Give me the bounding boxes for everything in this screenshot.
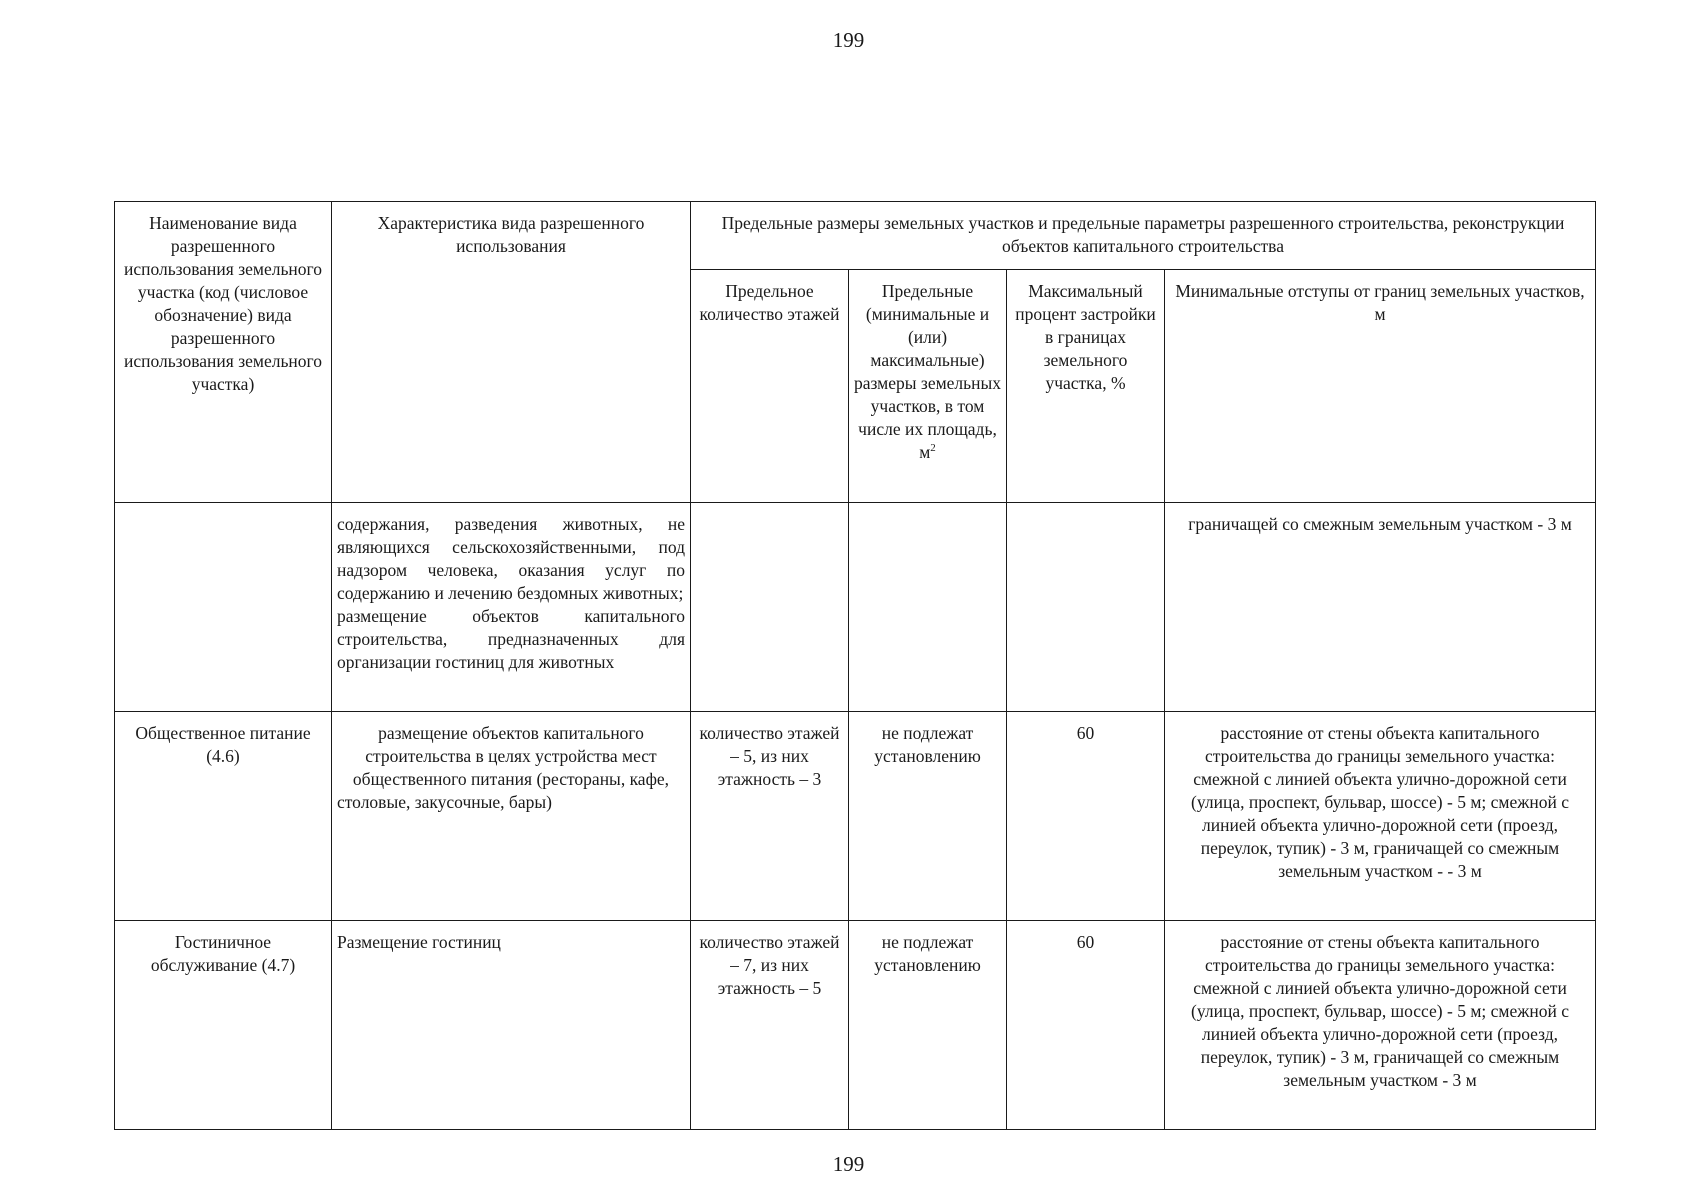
cell-floors: количество этажей – 5, из них этажность – 3 xyxy=(691,712,849,921)
cell-use-name xyxy=(115,503,332,712)
table-row xyxy=(115,503,1596,712)
page-number-top: 199 xyxy=(832,28,865,52)
header-setbacks: Минимальные отступы от границ земельных участков, м xyxy=(1165,270,1596,503)
cell-floors: количество этажей – 7, из них этажность – 5 xyxy=(691,921,849,1130)
header-plot-sizes-sup: 2 xyxy=(930,442,936,455)
header-use-characteristic: Характеристика вида разрешенного использования xyxy=(332,202,691,503)
table-row xyxy=(115,921,1596,1130)
cell-characteristic-paragraph: содержания, разведения животных, не являющихся сельскохозяйственными, под надзором человека, оказания услуг по содержанию и лечению бездомных животных; xyxy=(337,514,685,603)
header-build-percent: Максимальный процент застройки в границах земельного участка, % xyxy=(1007,270,1165,503)
header-plot-sizes xyxy=(849,270,1007,503)
cell-plot-sizes: не подлежат установлению xyxy=(849,712,1007,921)
cell-setbacks: граничащей со смежным земельным участком - 3 м xyxy=(1165,503,1596,712)
cell-characteristic: Размещение гостиниц xyxy=(332,921,691,1130)
cell-build-percent: 60 xyxy=(1007,712,1165,921)
cell-build-percent xyxy=(1007,503,1165,712)
table-row xyxy=(115,712,1596,921)
page-number-bottom: 199 xyxy=(832,1152,865,1176)
cell-setbacks: расстояние от стены объекта капитального строительства до границы земельного участка: смежной с линией объекта улично-дорожной сети (улица, проспект, бульвар, шоссе) - 5 м; смежной с линией объекта улично-дорожной сети (проезд, переулок, тупик) - 3 м, граничащей со смежным земельным участком - - 3 м xyxy=(1165,712,1596,921)
cell-characteristic-paragraph: размещение объектов капитального строительства, предназначенных для организации гостиниц для животных xyxy=(337,606,685,672)
cell-characteristic xyxy=(332,503,691,712)
zoning-table xyxy=(114,201,1596,1130)
header-floors: Предельное количество этажей xyxy=(691,270,849,503)
table-header-row-1 xyxy=(115,202,1596,270)
cell-use-name: Общественное питание (4.6) xyxy=(115,712,332,921)
cell-build-percent: 60 xyxy=(1007,921,1165,1130)
cell-plot-sizes xyxy=(849,503,1007,712)
cell-use-name: Гостиничное обслуживание (4.7) xyxy=(115,921,332,1130)
cell-plot-sizes: не подлежат установлению xyxy=(849,921,1007,1130)
cell-floors xyxy=(691,503,849,712)
header-limits-group: Предельные размеры земельных участков и предельные параметры разрешенного строительства, реконструкции объектов капитального строительства xyxy=(691,202,1596,270)
cell-setbacks: расстояние от стены объекта капитального строительства до границы земельного участка: смежной с линией объекта улично-дорожной сети (улица, проспект, бульвар, шоссе) - 5 м; смежной с линией объекта улично-дорожной сети (проезд, переулок, тупик) - 3 м, граничащей со смежным земельным участком - 3 м xyxy=(1165,921,1596,1130)
header-plot-sizes-text: Предельные (минимальные и (или) максимальные) размеры земельных участков, в том числе их площадь, м xyxy=(854,281,1002,462)
header-use-name: Наименование вида разрешенного использования земельного участка (код (числовое обозначение) вида разрешенного использования земельного участка) xyxy=(115,202,332,503)
cell-characteristic: размещение объектов капитального строительства в целях устройства мест общественного питания (рестораны, кафе, столовые, закусочные, бары) xyxy=(332,712,691,921)
